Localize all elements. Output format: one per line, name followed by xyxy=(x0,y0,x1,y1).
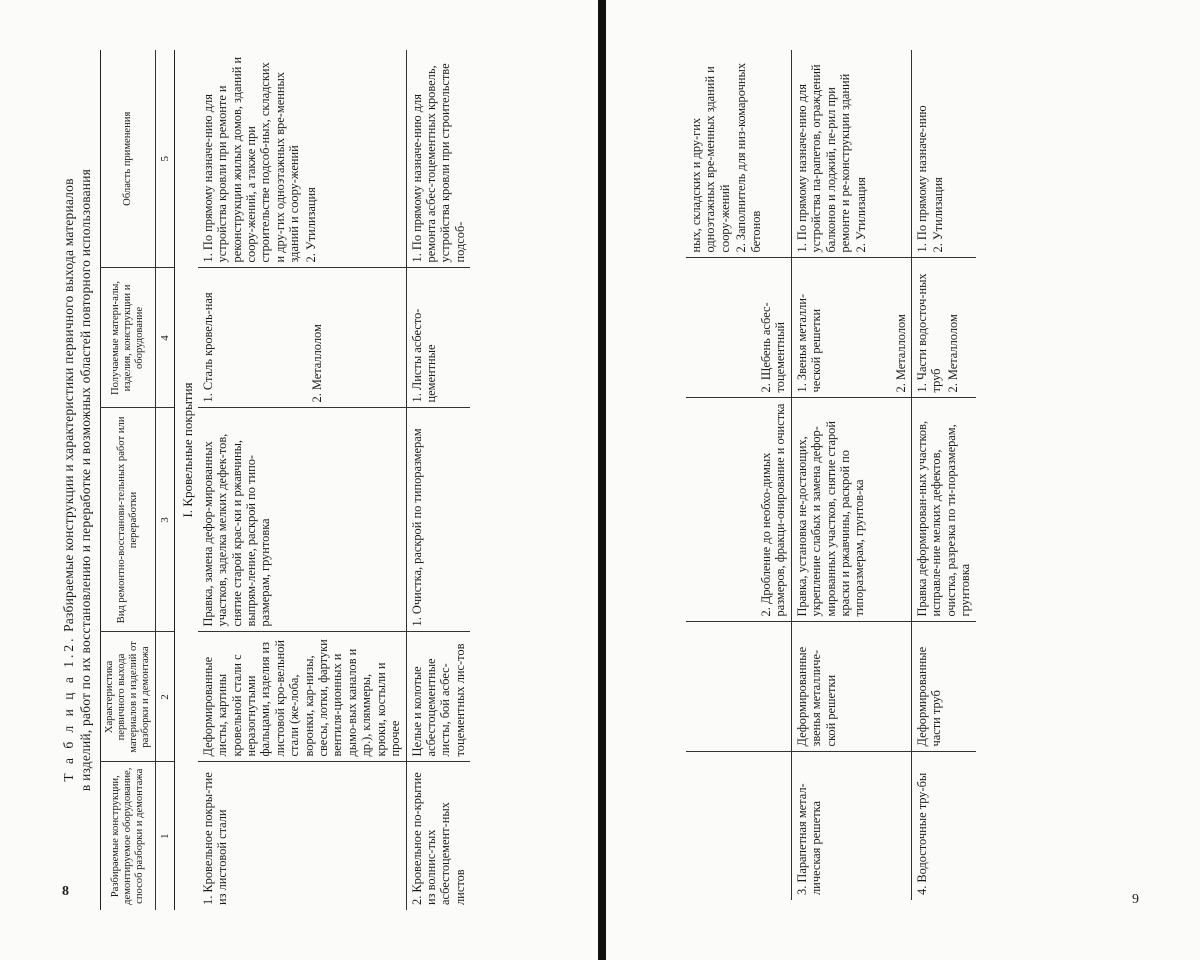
row4-application-2: 2. Утилизация xyxy=(854,177,869,253)
row5-structure: 4. Водосточные тру-бы xyxy=(912,752,976,900)
section-row xyxy=(175,50,198,910)
row3-output xyxy=(686,622,791,752)
row1-works: Правка, замена дефор-мированных участков, заделка мелких дефек-тов, снятие старой крас-ки и ржавчины, выпрям-ление, раскрой по типо-размерам, грунтовка xyxy=(198,408,406,632)
column-number-row xyxy=(156,50,175,910)
row4-works: Правка, установка не-достающих, укрепление слабых и замена дефор-мированных участков, снятие старой краски и ржавчины, раскрой по типоразмерам, грунтов-ка xyxy=(791,398,911,622)
row2-application: 1. По прямому назначе-нию для ремонта асбес-тоцементных кровель, устройства кровли при строительстве подсоб- xyxy=(406,50,470,268)
row1-application xyxy=(198,50,406,268)
row3-materials xyxy=(686,258,791,398)
row4-materials xyxy=(791,258,911,398)
table-label: Т а б л и ц а 1.2. xyxy=(61,635,76,782)
row2-structure: 2. Кровельное по-крытие из волнис-тых асбестоцемент-ных листов xyxy=(406,762,470,910)
right-page-content xyxy=(606,50,1190,900)
row3-works-text: 2. Дробление до необхо-димых размеров, фракци-онирование и очистка xyxy=(759,403,788,617)
table-title-line1: Разбираемые конструкции и характеристики первичного выхода материалов xyxy=(61,178,76,632)
table-caption xyxy=(0,50,94,910)
row4-material-2: 2. Металлолом xyxy=(893,314,908,393)
page-number-left: 8 xyxy=(62,884,69,899)
row5-application-2: 2. Утилизация xyxy=(931,177,946,253)
row2-works: 1. Очистка, раскрой по типоразмерам xyxy=(406,408,470,632)
page-number-right: 9 xyxy=(1132,892,1139,907)
book-spine xyxy=(598,0,606,960)
col-number-1: 1 xyxy=(156,762,175,910)
right-table xyxy=(686,50,976,900)
header-col3: Вид ремонтно-восстанови-тельных работ или переработки xyxy=(101,408,156,632)
row3-structure xyxy=(686,752,791,900)
row3-works xyxy=(686,398,791,622)
row5-output: Деформированные части труб xyxy=(912,622,976,752)
row5-material-2: 2. Металлолом xyxy=(945,314,960,393)
header-col2: Характеристика первичного выхода материалов и изделий от разборки и демонтажа xyxy=(101,632,156,762)
table-row xyxy=(791,50,911,900)
header-col4: Получаемые матери-алы, изделия, конструкции и оборудование xyxy=(101,268,156,408)
header-row xyxy=(101,50,156,910)
col-number-5: 5 xyxy=(156,50,175,268)
header-col5: Область применения xyxy=(101,50,156,268)
header-col1: Разбираемые конструкции, демонтируемое оборудование, способ разборки и демонтажа xyxy=(101,762,156,910)
row1-materials xyxy=(198,268,406,408)
row4-application xyxy=(791,50,911,258)
right-page xyxy=(606,0,1200,960)
row4-application-1: 1. По прямому назначе-нию для устройства па-рапетов, ограждений балконов и лоджий, пе-рил при ремонте и ре-конструкции зданий xyxy=(794,64,853,253)
col-number-4: 4 xyxy=(156,268,175,408)
row1-structure: 1. Кровельное покры-тие из листовой стали xyxy=(198,762,406,910)
row1-output: Деформированные листы, картины кровельной стали с неразогнутыми фальцами, изделия из листовой кро-вельной стали (же-лоба, воронки, кар-низы, свесы, лотки, фартуки вентиля-ционных и дымо-вых каналов и др.), кляммеры, крюки, костыли и прочее xyxy=(198,632,406,762)
left-page-content xyxy=(0,50,596,910)
row2-materials: 1. Листы асбесто-цементные xyxy=(406,268,470,408)
row1-material-2: 2. Металлолом xyxy=(310,324,325,403)
row3-material-text: 2. Щебень асбес-тоцементный xyxy=(759,302,788,393)
row3-application-1: ных, складских и дру-гих одноэтажных вре-менных зданий и соору-жений xyxy=(689,66,732,253)
row3-application-2: 2. Заполнитель для низ-комарочных бетонов xyxy=(734,62,763,253)
left-page xyxy=(0,0,598,960)
row4-output: Деформированные звенья металличе-ской решетки xyxy=(791,622,911,752)
section-title: I. Кровельные покрытия xyxy=(180,382,196,518)
row4-material-1: 1. Звенья металли-ческой решетки xyxy=(794,293,824,393)
col-number-3: 3 xyxy=(156,408,175,632)
col-number-2: 2 xyxy=(156,632,175,762)
row5-material-1: 1. Части водосточ-ных труб xyxy=(915,273,944,393)
row1-application-2: 2. Утилизация xyxy=(303,187,318,263)
row3-application xyxy=(686,50,791,258)
row5-works: Правка деформирован-ных участков, исправле-ние мелких дефектов, очистка, разрезка по ти-поразмерам, грунтовка xyxy=(912,398,976,622)
table-row xyxy=(406,50,470,910)
table-row xyxy=(198,50,406,910)
row2-output: Целые и колотые асбестоцементные листы, бой асбес-тоцементных лис-тов xyxy=(406,632,470,762)
table-title-line2: в изделий, работ по их восстановлению и переработке и возможных областей повторного использования xyxy=(78,168,93,792)
row1-application-1: 1. По прямому назначе-нию для устройства кровли при ремонте и реконструкции жилых домов, зданий и соору-жений, а также при строительстве подсоб-ных, складских и дру-гих одноэтажных вре-менных зданий и соору-жений xyxy=(200,56,302,263)
row5-application xyxy=(912,50,976,258)
table-row xyxy=(912,50,976,900)
table-row xyxy=(686,50,791,900)
row1-material-1: 1. Сталь кровель-ная xyxy=(200,292,215,403)
left-table xyxy=(100,50,470,910)
row4-structure: 3. Парапетная метал-лическая решетка xyxy=(791,752,911,900)
row5-application-1: 1. По прямому назначе-нию xyxy=(915,105,930,253)
row5-materials xyxy=(912,258,976,398)
